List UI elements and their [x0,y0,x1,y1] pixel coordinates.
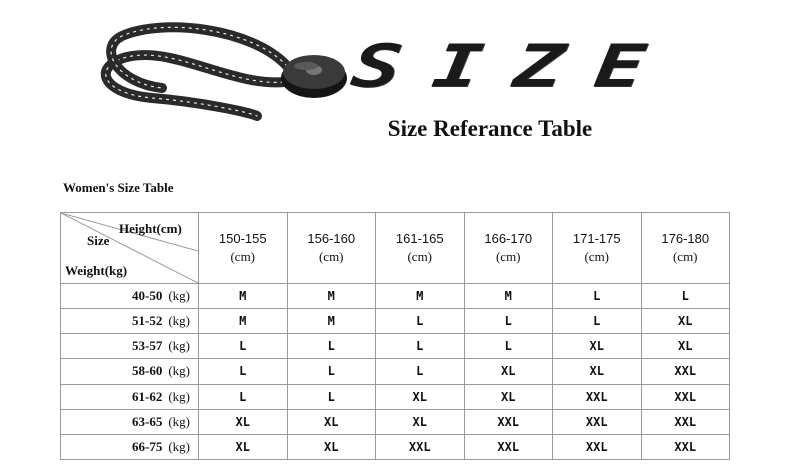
height-range: 150-155 [218,231,267,246]
height-unit: (cm) [407,249,433,264]
size-logo [347,32,649,101]
logo-letter: I [428,32,488,101]
size-cell: XXL [641,409,730,434]
table-row [61,359,730,384]
size-cell: XL [376,409,465,434]
height-unit: (cm) [230,249,256,264]
weight-range: 61-62 [131,388,163,404]
table-header-row [61,213,730,284]
size-cell: XL [553,334,642,359]
size-cell: XXL [553,434,642,459]
size-cell: L [376,359,465,384]
table-row [61,384,730,409]
weight-cell [61,409,199,434]
height-range: 156-160 [307,231,356,246]
weight-range: 66-75 [131,438,163,454]
size-cell: XL [464,384,553,409]
height-unit: (cm) [318,249,344,264]
size-cell: XL [376,384,465,409]
size-cell: XXL [641,384,730,409]
table-row [61,309,730,334]
logo-letter: Z [508,32,568,101]
table-row [61,434,730,459]
size-cell: L [553,284,642,309]
logo-letter: E [589,32,649,101]
size-cell: L [287,384,376,409]
measuring-tape-image [92,8,352,128]
weight-range: 53-57 [131,338,163,354]
size-cell: XL [641,334,730,359]
size-table [60,212,730,460]
size-axis-label: Size [87,233,110,248]
size-cell: XL [464,359,553,384]
weight-cell [61,309,199,334]
weight-cell [61,284,199,309]
weight-cell [61,359,199,384]
size-cell: XL [199,434,288,459]
size-cell: XL [287,409,376,434]
size-cell: L [287,334,376,359]
height-unit: (cm) [584,249,610,264]
size-cell: M [376,284,465,309]
size-cell: XXL [553,384,642,409]
height-unit: (cm) [672,249,698,264]
size-cell: M [199,309,288,334]
size-cell: XL [641,309,730,334]
weight-unit: (kg) [168,413,190,429]
weight-unit: (kg) [168,438,190,454]
weight-axis-label: Weight(kg) [65,263,128,278]
height-column-header [287,213,376,284]
size-cell: L [464,334,553,359]
weight-range: 51-52 [131,313,163,329]
table-row [61,409,730,434]
weight-unit: (kg) [168,313,190,329]
size-cell: L [464,309,553,334]
height-unit: (cm) [495,249,521,264]
weight-range: 40-50 [131,288,163,304]
height-column-header [553,213,642,284]
height-range: 166-170 [484,231,533,246]
corner-header-cell [61,213,199,284]
size-cell: XXL [553,409,642,434]
height-column-header [376,213,465,284]
weight-range: 63-65 [131,413,163,429]
size-cell: L [553,309,642,334]
weight-unit: (kg) [168,388,190,404]
weight-unit: (kg) [168,338,190,354]
height-column-header [641,213,730,284]
table-title: Women's Size Table [63,180,174,195]
logo-letter: S [347,32,407,101]
size-cell: L [199,334,288,359]
weight-range: 58-60 [131,363,163,379]
size-cell: M [199,284,288,309]
size-cell: L [641,284,730,309]
weight-cell [61,334,199,359]
height-range: 161-165 [395,231,444,246]
size-cell: M [464,284,553,309]
weight-cell [61,384,199,409]
size-cell: XXL [641,359,730,384]
size-cell: L [287,359,376,384]
size-cell: XL [287,434,376,459]
size-cell: M [287,309,376,334]
size-cell: L [199,359,288,384]
size-cell: XXL [641,434,730,459]
table-row [61,334,730,359]
weight-cell [61,434,199,459]
height-column-header [464,213,553,284]
height-range: 176-180 [661,231,710,246]
height-range: 171-175 [572,231,621,246]
weight-unit: (kg) [168,363,190,379]
table-row [61,284,730,309]
size-cell: L [376,309,465,334]
size-cell: XL [199,409,288,434]
height-column-header [199,213,288,284]
size-cell: L [376,334,465,359]
size-cell: XXL [464,409,553,434]
size-cell: L [199,384,288,409]
size-cell: XXL [464,434,553,459]
page-subtitle: Size Referance Table [387,116,593,141]
weight-unit: (kg) [168,288,190,304]
size-cell: XXL [376,434,465,459]
height-axis-label: Height(cm) [119,221,182,236]
size-cell: M [287,284,376,309]
size-cell: XL [553,359,642,384]
